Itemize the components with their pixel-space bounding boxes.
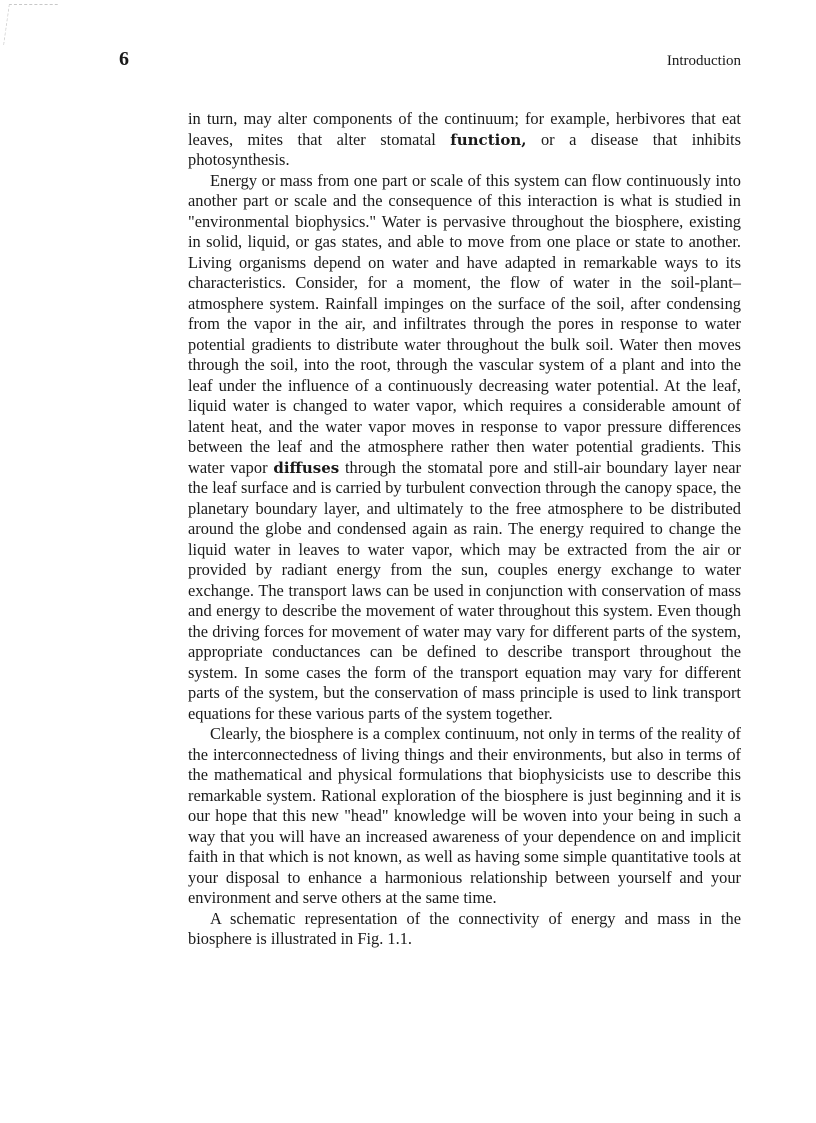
paragraph-3: Clearly, the biosphere is a complex continuum, not only in terms of the reality of the interconnectedness of living things and their environments, but also in terms of the mathematical and physical formulations that biophysicists use to describe this remarkable system. Rational exploration of the biosphere is just beginning and it is our hope that this new "head" knowledge will be woven into your being in such a way that you will have an increased awareness of your dependence on and implicit faith in that which is not known, as well as having some simple quantitative tools at your disposal to enhance a harmonious relationship between yourself and your environment and serve others at the same time. bbox=[188, 724, 741, 907]
paragraph-2-text-b: through the stomatal pore and still-air boundary layer near the leaf surface and is carried by turbulent convection through the canopy space, the planetary boundary layer, and ultimately to the free atmosphere to be distributed around the globe and condensed again as rain. The energy required to change the liquid water in leaves to water vapor, which may be extracted from the air or provided by radiant energy from the sun, couples energy exchange to water exchange. The transport laws can be used in conjunction with conservation of mass and energy to describe the movement of water throughout this system. Even though the driving forces for movement of water may vary for different parts of the system, appropriate conductances can be defined to describe transport throughout the system. In some cases the form of the transport equation may vary for different parts of the system, but the conservation of mass principle is used to link transport equations for these various parts of the system together. bbox=[188, 457, 741, 723]
body-text bbox=[188, 109, 741, 950]
running-head: Introduction bbox=[666, 53, 741, 69]
scan-corner-mark bbox=[3, 4, 58, 45]
paragraph-1 bbox=[188, 109, 741, 171]
page-number: 6 bbox=[119, 48, 129, 70]
paragraph-4: A schematic representation of the connectivity of energy and mass in the biosphere is illustrated in Fig. 1.1. bbox=[188, 908, 741, 948]
paragraph-1-text-b: or a disease that inhibits photosynthesis. bbox=[188, 129, 741, 169]
paragraph-2 bbox=[188, 171, 741, 725]
paragraph-1-text-a: in turn, may alter components of the continuum; for example, herbivores that eat leaves, mites that alter stomatal bbox=[188, 109, 741, 149]
paragraph-2-emphasis: diffuses bbox=[273, 458, 340, 477]
paragraph-2-text-a: Energy or mass from one part or scale of this system can flow continuously into another part or scale and the consequence of this interaction is what is studied in "environmental biophysics." Water is pervasive throughout the biosphere, existing in solid, liquid, or gas states, and able to move from one place or state to another. Living organisms depend on water and have adapted in remarkable ways to its characteristics. Consider, for a moment, the flow of water in the soil-plant–atmosphere system. Rainfall impinges on the surface of the soil, after condensing from the vapor in the air, and infiltrates through the pores in response to water potential gradients to distribute water throughout the bulk soil. Water then moves through the soil, into the root, through the vascular system of a plant and into the leaf under the influence of a continuously decreasing water potential. At the leaf, liquid water is changed to water vapor, which requires a considerable amount of latent heat, and the water vapor moves in response to vapor pressure differences between the leaf and the atmosphere rather then water potential gradients. This water vapor bbox=[188, 170, 741, 477]
paragraph-1-emphasis: function, bbox=[450, 130, 527, 149]
